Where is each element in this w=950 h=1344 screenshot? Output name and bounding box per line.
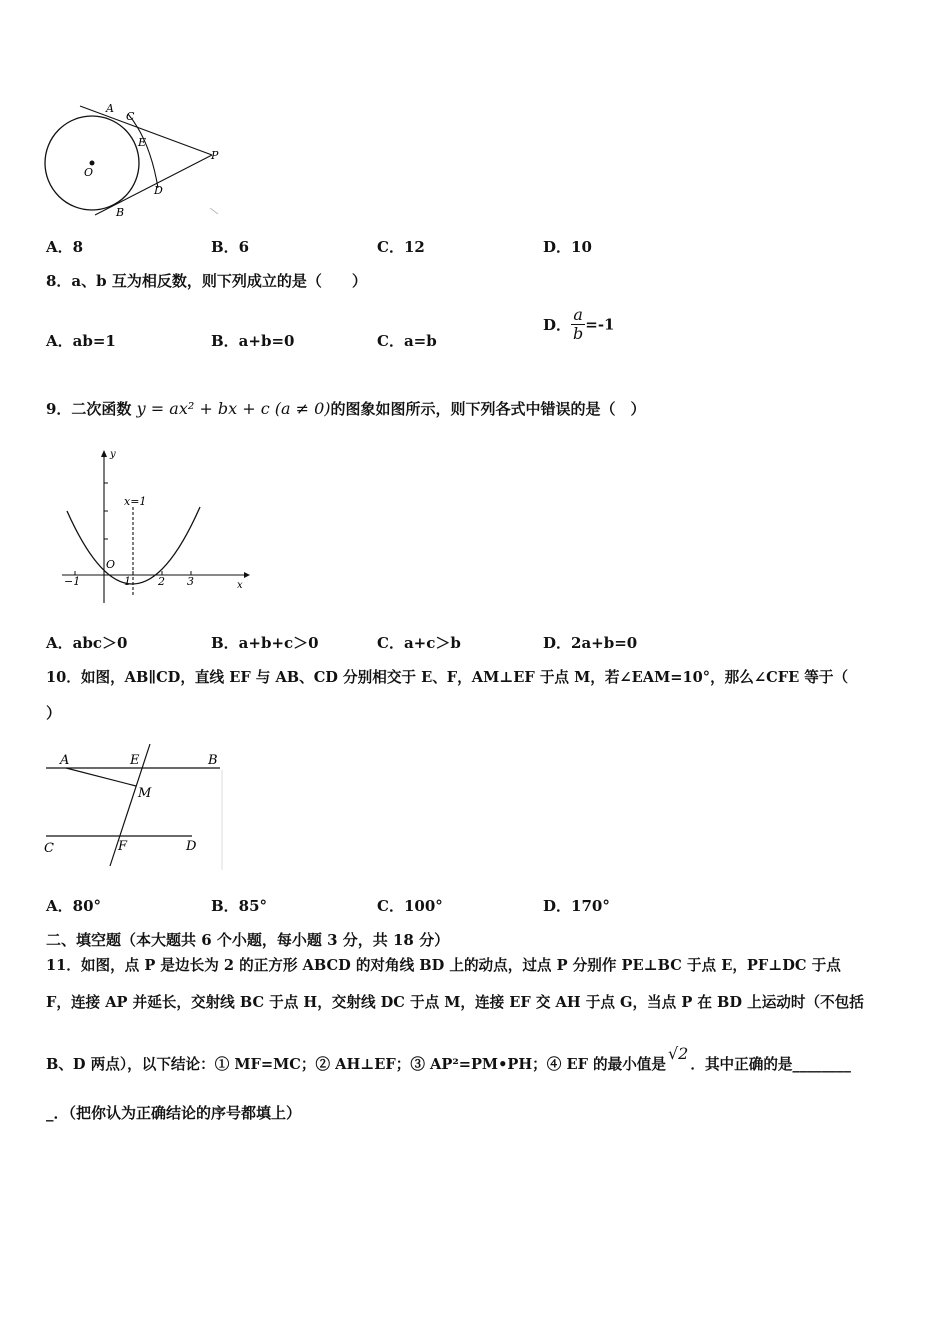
- q9-option-a[interactable]: A．abc＞0: [46, 634, 128, 652]
- tail-line: [210, 208, 218, 214]
- section-2-title: 二、填空题（本大题共 6 个小题，每小题 3 分，共 18 分）: [46, 931, 450, 949]
- q8-stem: 8．a、b 互为相反数，则下列成立的是（ ）: [46, 272, 367, 290]
- label-f: F: [118, 839, 128, 854]
- q9-stem-suffix: 的图象如图所示，则下列各式中错误的是（ ）: [330, 400, 646, 418]
- label-y: y: [110, 449, 116, 460]
- label-3: 3: [187, 575, 194, 588]
- fraction-numerator: a: [571, 306, 585, 325]
- q8-option-d[interactable]: [543, 306, 615, 343]
- x-axis-arrow: [244, 572, 250, 578]
- q9-option-c[interactable]: C．a+c＞b: [377, 634, 461, 652]
- label-origin: O: [106, 558, 116, 571]
- q10-stem-line1: 10．如图，AB∥CD，直线 EF 与 AB、CD 分别相交于 E、F，AM⊥EF 于点 M，若∠EAM=10°，那么∠CFE 等于（: [46, 669, 849, 686]
- q8-option-d-fraction: [571, 306, 585, 343]
- sqrt-two: √2: [667, 1044, 689, 1063]
- label-b: B: [116, 206, 125, 219]
- q10-option-c[interactable]: C．100°: [377, 897, 443, 915]
- label-m1: −1: [64, 575, 81, 588]
- q10-stem-line2: ）: [46, 704, 62, 722]
- label-o: O: [84, 166, 94, 179]
- q11-line4: _．（把你认为正确结论的序号都填上）: [46, 1104, 302, 1122]
- q7-circle-figure: [40, 100, 230, 225]
- label-m: M: [138, 786, 152, 801]
- q7-option-d[interactable]: D．10: [543, 238, 592, 256]
- q8-option-a[interactable]: A．ab=1: [46, 332, 116, 350]
- q8-option-d-prefix: D．: [543, 316, 572, 334]
- q11-line3-text: B、D 两点），以下结论：① MF=MC；② AH⊥EF；③ AP²=PM•PH；④ EF 的最小值是: [46, 1056, 666, 1073]
- label-axis: x=1: [124, 495, 147, 508]
- segment-am: [66, 768, 136, 786]
- label-c: C: [44, 841, 54, 856]
- q11-line3: [46, 1044, 851, 1074]
- label-e: E: [138, 136, 147, 149]
- label-d: D: [154, 184, 163, 197]
- q10-parallel-figure: [42, 740, 227, 875]
- y-axis-arrow: [101, 450, 107, 457]
- q11-line2: F，连接 AP 并延长，交射线 BC 于点 H，交射线 DC 于点 M，连接 EF 交 AH 于点 G，当点 P 在 BD 上运动时（不包括: [46, 994, 864, 1011]
- label-2: 2: [158, 575, 165, 588]
- label-a: A: [106, 102, 114, 115]
- q7-option-a[interactable]: A．8: [46, 238, 84, 256]
- center-point: [90, 161, 95, 166]
- label-p: P: [211, 149, 219, 162]
- q10-option-d[interactable]: D．170°: [543, 897, 610, 915]
- q10-option-b[interactable]: B．85°: [211, 897, 268, 915]
- q8-option-c[interactable]: C．a=b: [377, 332, 437, 350]
- label-1: 1: [124, 575, 131, 588]
- q7-option-c[interactable]: C．12: [377, 238, 425, 256]
- label-b: B: [208, 753, 218, 768]
- label-x: x: [237, 580, 243, 591]
- q11-line3-answer: ．其中正确的是________: [690, 1056, 851, 1073]
- label-a: A: [60, 753, 70, 768]
- q8-option-b[interactable]: B．a+b=0: [211, 332, 295, 350]
- label-c: C: [126, 110, 135, 123]
- q9-stem-prefix: 9．二次函数: [46, 400, 137, 418]
- fraction-denominator: b: [573, 324, 584, 343]
- label-d: D: [186, 839, 197, 854]
- q9-stem: [46, 398, 646, 419]
- q9-option-d[interactable]: D．2a+b=0: [543, 634, 638, 652]
- q7-option-b[interactable]: B．6: [211, 238, 250, 256]
- q11-line1: 11．如图，点 P 是边长为 2 的正方形 ABCD 的对角线 BD 上的动点，过点 P 分别作 PE⊥BC 于点 E，PF⊥DC 于点: [46, 957, 841, 974]
- q9-formula: y = ax² + bx + c (a ≠ 0): [136, 399, 331, 418]
- q9-option-b[interactable]: B．a+b+c＞0: [211, 634, 319, 652]
- q8-option-d-suffix: =-1: [585, 315, 615, 334]
- label-e: E: [130, 753, 140, 768]
- q10-option-a[interactable]: A．80°: [46, 897, 102, 915]
- q9-parabola-figure: [58, 445, 253, 610]
